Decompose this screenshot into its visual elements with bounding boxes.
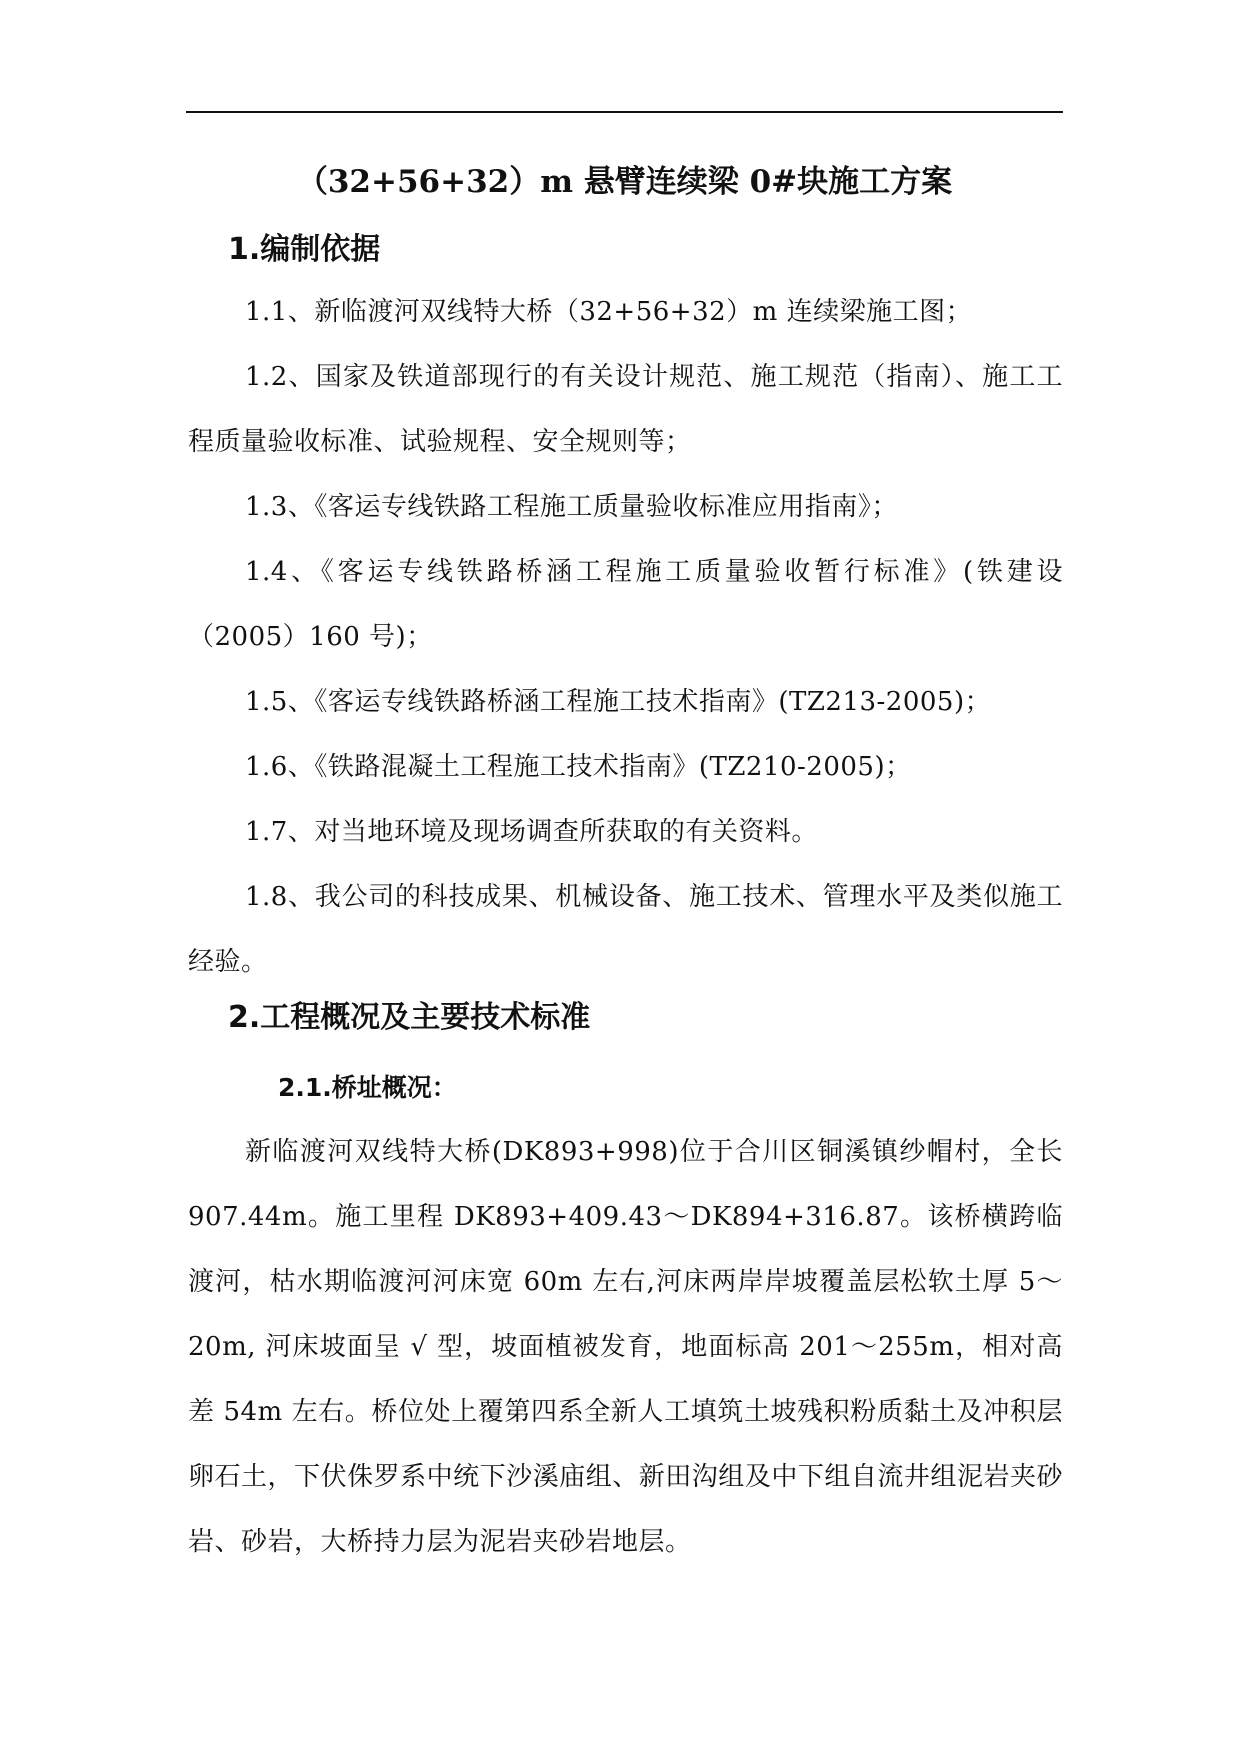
section-2-1-heading: 2.1.桥址概况： [278, 1073, 457, 1102]
section-1-heading: 1.编制依据 [228, 232, 381, 267]
section-2-heading: 2.工程概况及主要技术标准 [228, 1000, 591, 1035]
header-rule [186, 111, 1063, 113]
list-item-1-3: 1.3、《客运专线铁路工程施工质量验收标准应用指南》； [245, 492, 898, 522]
list-item-1-1: 1.1、新临渡河双线特大桥（32+56+32）m 连续梁施工图； [245, 297, 973, 327]
list-item-1-2: 1.2、国家及铁道部现行的有关设计规范、施工规范（指南）、施工工程质量验收标准、试验规程、安全规则等； [188, 362, 1063, 457]
section-2-1-body: 新临渡河双线特大桥(DK893+998)位于合川区铜溪镇纱帽村，全长 907.44m。施工里程 DK893+409.43～DK894+316.87。该桥横跨临渡河，枯水期临渡河河床宽 60m 左右,河床两岸岸坡覆盖层松软土厚 5～20m, 河床坡面呈 √ 型，坡面植被发育，地面标高 201～255m，相对高差 54m 左右。桥位处上覆第四系全新人工填筑土坡残积粉质黏土及冲积层卵石土，下伏侏罗系中统下沙溪庙组、新田沟组及中下组自流井组泥岩夹砂岩、砂岩，大桥持力层为泥岩夹砂岩地层。 [188, 1137, 1063, 1557]
list-item-1-6: 1.6、《铁路混凝土工程施工技术指南》(TZ210-2005)； [245, 752, 912, 782]
list-item-1-4: 1.4、《客运专线铁路桥涵工程施工质量验收暂行标准》(铁建设（2005）160 号)； [188, 557, 1063, 652]
list-item-1-8: 1.8、我公司的科技成果、机械设备、施工技术、管理水平及类似施工经验。 [188, 882, 1063, 977]
document-title: （32+56+32）m 悬臂连续梁 0#块施工方案 [296, 164, 953, 200]
list-item-1-5: 1.5、《客运专线铁路桥涵工程施工技术指南》(TZ213-2005)； [245, 687, 992, 717]
list-item-1-7: 1.7、对当地环境及现场调查所获取的有关资料。 [245, 817, 818, 847]
